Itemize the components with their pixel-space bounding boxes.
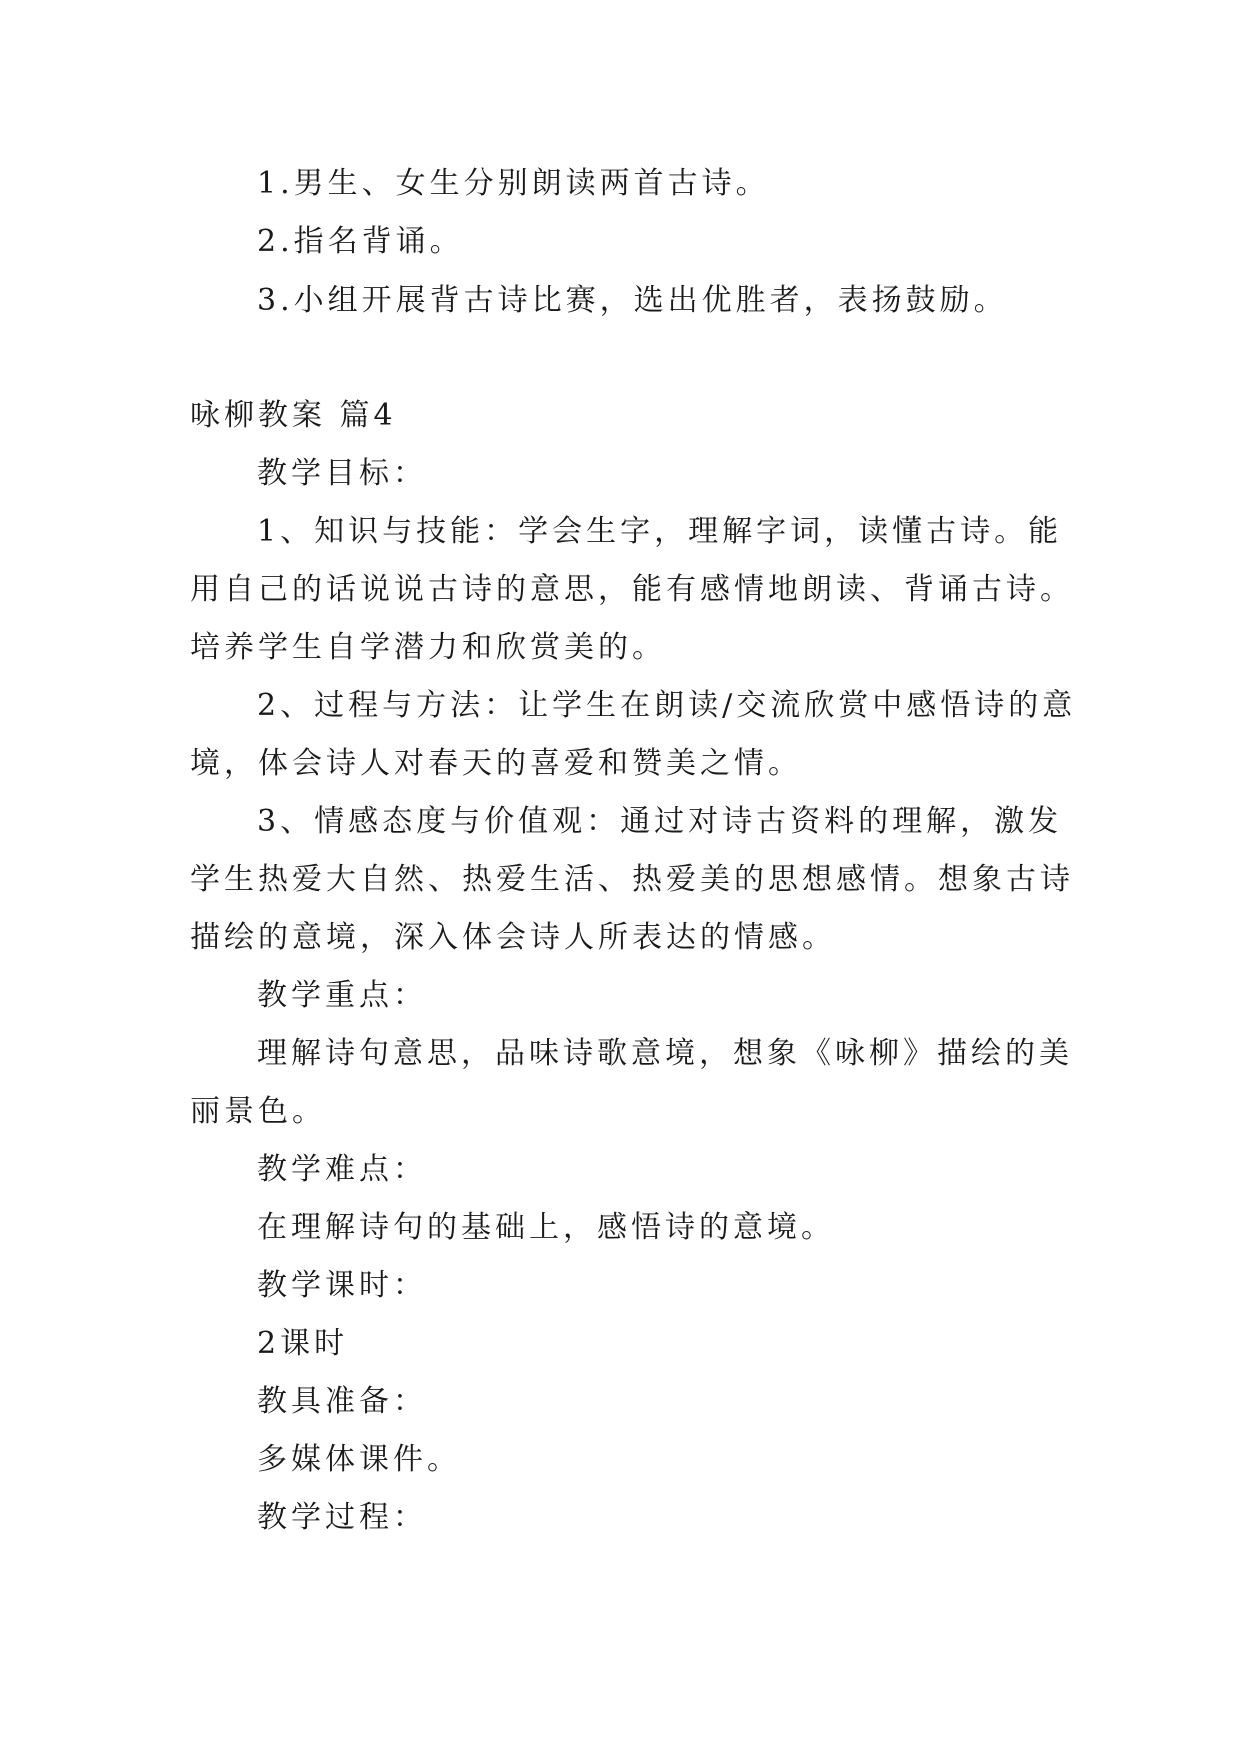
goal1-line2: 用自己的话说说古诗的意思，能有感情地朗读、背诵古诗。 [190, 572, 1074, 607]
goal1-line3: 培养学生自学潜力和欣赏美的。 [190, 630, 666, 665]
goal3-line1: 3、情感态度与价值观：通过对诗古资料的理解，激发 [257, 804, 1063, 839]
key-points-line1: 理解诗句意思，品味诗歌意境，想象《咏柳》描绘的美 [257, 1036, 1073, 1071]
class-hours-text: 2课时 [257, 1326, 349, 1361]
goal3-line3: 描绘的意境，深入体会诗人所表达的情感。 [190, 920, 836, 955]
teaching-tools-label: 教具准备： [257, 1384, 427, 1419]
goal2-line2: 境，体会诗人对春天的喜爱和赞美之情。 [190, 746, 802, 781]
teaching-tools-text: 多媒体课件。 [257, 1442, 461, 1477]
section-heading: 咏柳教案 篇4 [190, 398, 397, 433]
goal2-line1: 2、过程与方法：让学生在朗读/交流欣赏中感悟诗的意 [257, 688, 1077, 723]
goals-label: 教学目标： [257, 456, 427, 491]
list-item-recite: 2.指名背诵。 [257, 224, 464, 259]
goal1-line1: 1、知识与技能：学会生字，理解字词，读懂古诗。能 [257, 514, 1063, 549]
difficulty-label: 教学难点： [257, 1152, 427, 1187]
teaching-process-label: 教学过程： [257, 1500, 427, 1535]
difficulty-text: 在理解诗句的基础上，感悟诗的意境。 [257, 1210, 835, 1245]
class-hours-label: 教学课时： [257, 1268, 427, 1303]
goal3-line2: 学生热爱大自然、热爱生活、热爱美的思想感情。想象古诗 [190, 862, 1074, 897]
list-item-read-poems: 1.男生、女生分别朗读两首古诗。 [257, 166, 770, 201]
list-item-contest: 3.小组开展背古诗比赛，选出优胜者，表扬鼓励。 [257, 283, 1008, 318]
key-points-line2: 丽景色。 [190, 1094, 326, 1129]
key-points-label: 教学重点： [257, 978, 427, 1013]
